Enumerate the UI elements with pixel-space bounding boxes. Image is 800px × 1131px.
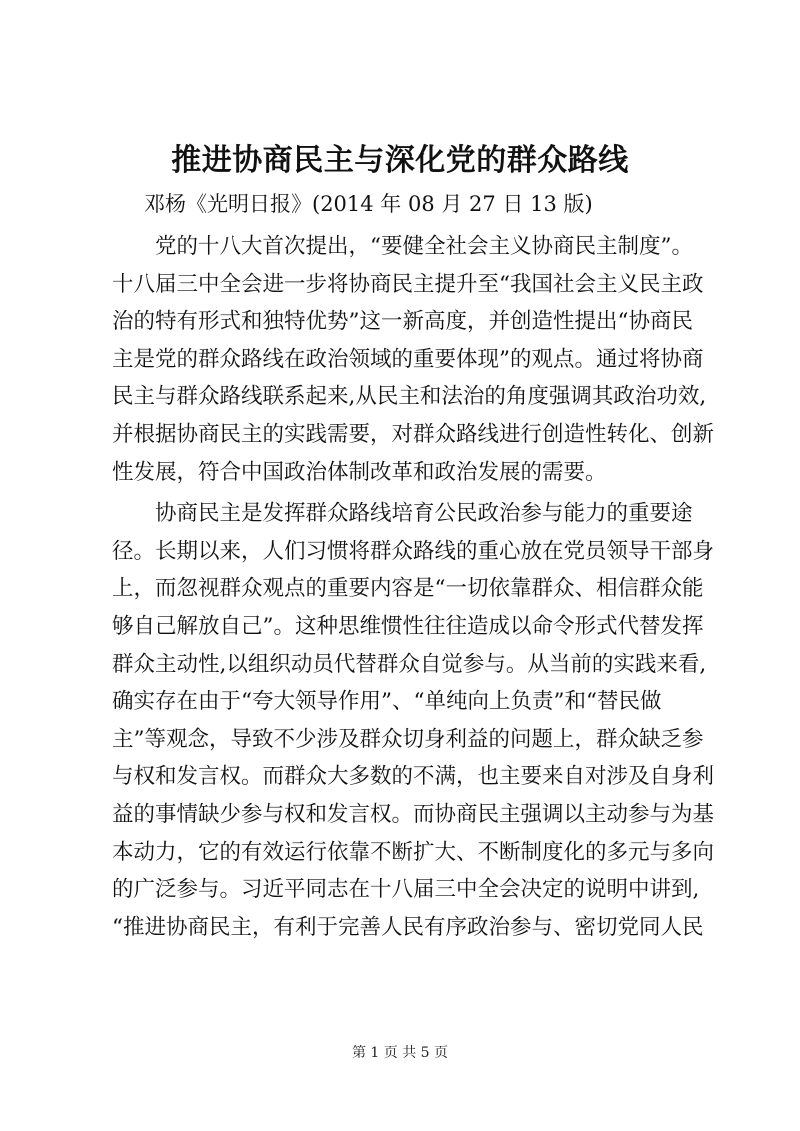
body-line: 上，而忽视群众观点的重要内容是“一切依靠群众、相信群众能 <box>112 576 704 602</box>
body-line: 民主与群众路线联系起来,从民主和法治的角度强调其政治功效, <box>112 384 707 410</box>
body-line: 性发展，符合中国政治体制改革和政治发展的需要。 <box>112 459 607 485</box>
body-line: 与权和发言权。而群众大多数的不满，也主要来自对涉及自身利 <box>112 764 715 790</box>
body-line: 群众主动性,以组织动员代替群众自觉参与。从当前的实践来看, <box>112 651 707 677</box>
body-line: 十八届三中全会进一步将协商民主提升至“我国社会主义民主政 <box>112 271 704 297</box>
document-body <box>112 228 715 946</box>
body-line: 本动力，它的有效运行依靠不断扩大、不断制度化的多元与多向 <box>112 839 715 865</box>
body-line: 的广泛参与。习近平同志在十八届三中全会决定的说明中讲到, <box>112 877 700 903</box>
body-line: 益的事情缺少参与权和发言权。而协商民主强调以主动参与为基 <box>112 801 715 827</box>
document-title: 推进协商民主与深化党的群众路线 <box>171 143 629 178</box>
page-number-footer: 第 1 页 共 5 页 <box>351 1045 449 1061</box>
body-line: 径。长期以来，人们习惯将群众路线的重心放在党员领导干部身 <box>112 538 715 564</box>
body-line: 主是党的群众路线在政治领域的重要体现”的观点。通过将协商 <box>112 346 704 372</box>
body-line: 够自己解放自己”。这种思维惯性往往造成以命令形式代替发挥 <box>112 613 704 639</box>
body-line: 协商民主是发挥群众路线培育公民政治参与能力的重要途 <box>112 501 693 527</box>
document-byline: 邓杨《光明日报》(2014 年 08 月 27 日 13 版) <box>144 192 593 216</box>
body-line: 治的特有形式和独特优势”这一新高度，并创造性提出“协商民 <box>112 309 693 335</box>
body-line: 党的十八大首次提出，“要健全社会主义协商民主制度”。 <box>112 234 693 259</box>
body-line: 并根据协商民主的实践需要，对群众路线进行创造性转化、创新 <box>112 421 715 447</box>
body-line: 主”等观念，导致不少涉及群众切身利益的问题上，群众缺乏参 <box>112 726 704 752</box>
body-line: “推进协商民主，有利于完善人民有序政治参与、密切党同人民 <box>112 914 704 940</box>
body-line: 确实存在由于“夸大领导作用”、“单纯向上负责”和“替民做 <box>112 689 662 715</box>
